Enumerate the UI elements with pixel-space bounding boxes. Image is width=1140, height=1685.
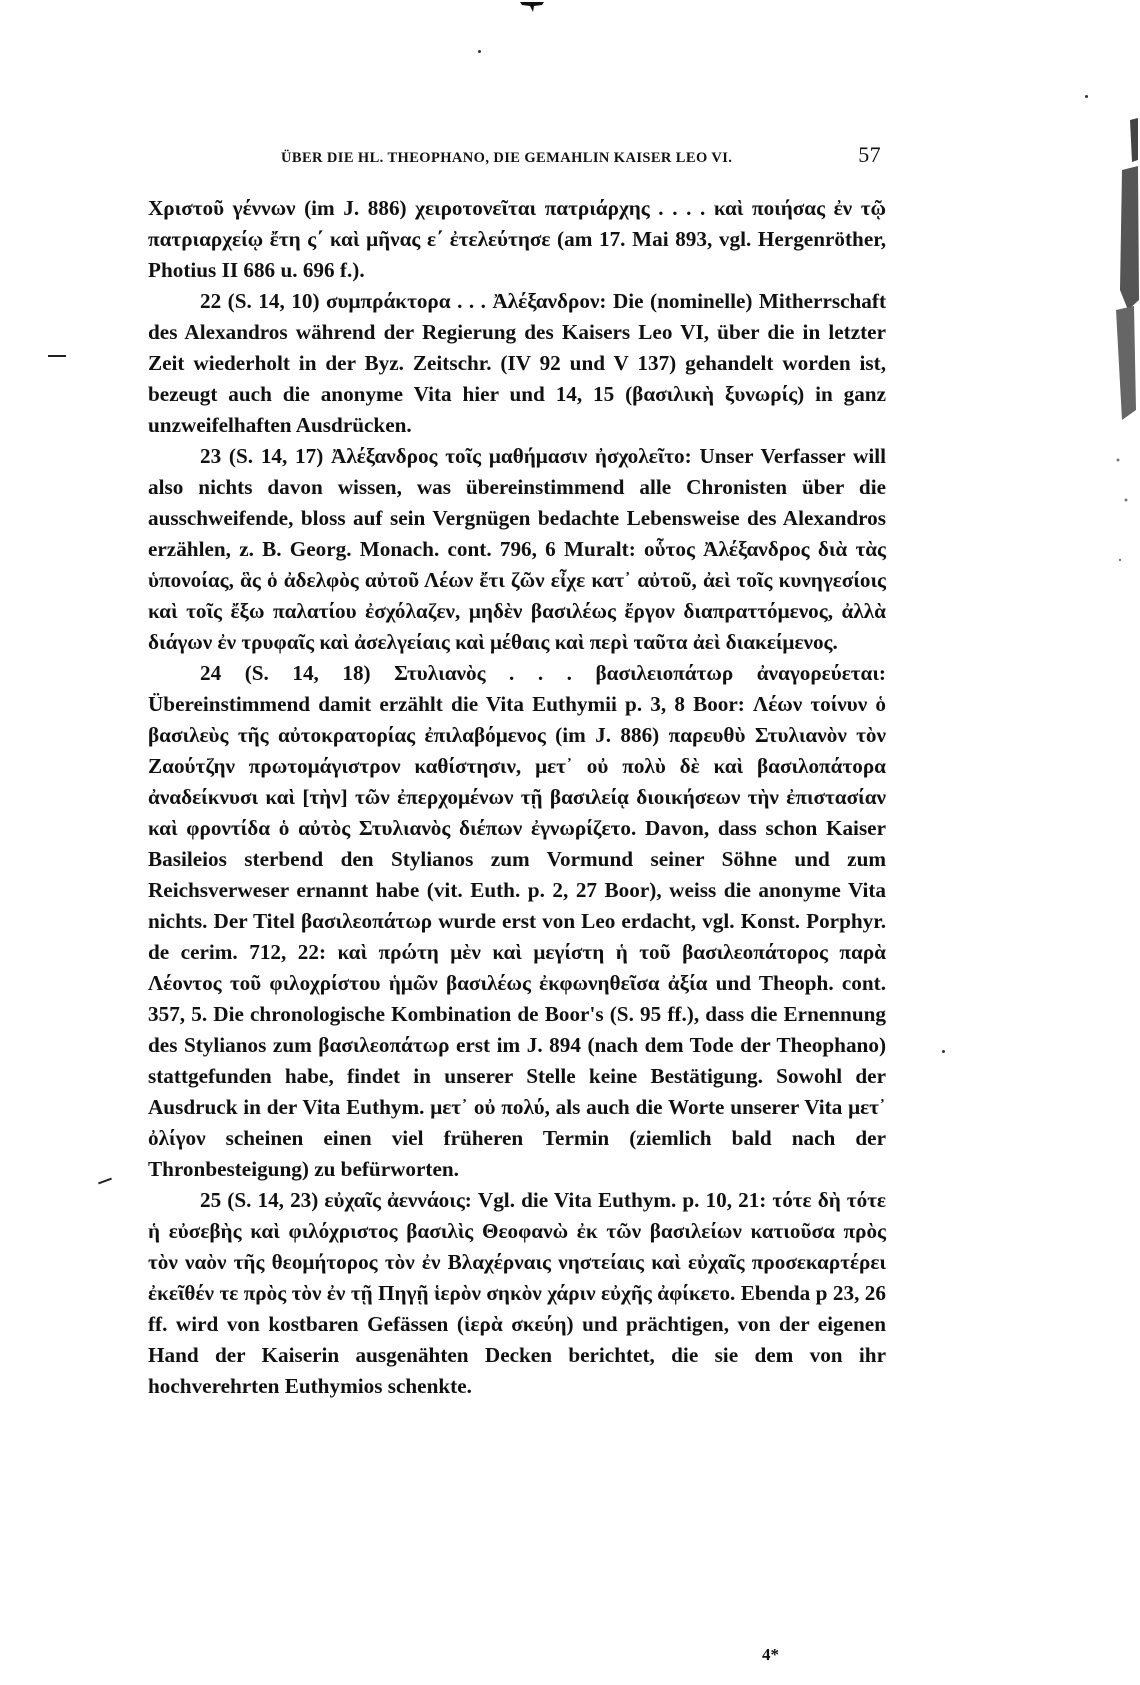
running-title: ÜBER DIE HL. THEOPHANO, DIE GEMAHLIN KAISER LEO VI. bbox=[281, 150, 733, 166]
edge-scan-noise bbox=[1108, 100, 1140, 620]
ink-blot-mark bbox=[520, 0, 546, 13]
note-23: 23 (S. 14, 17) Ἀλέξανδρος τοῖς μαθήμασιν ἠσχολεῖτο: Unser Verfasser will also nichts davon wissen, was übereinstimmend alle Chronisten über die ausschweifende, bloss auf sein Vergnügen bedachte Lebensweise des Alexandros erzählen, z. B. Georg. Monach. cont. 796, 6 Muralt: οὗτος Ἀλέξανδρος διὰ τὰς ὑπονοίας, ἃς ὁ ἀδελφὸς αὐτοῦ Λέων ἔτι ζῶν εἶχε κατ᾽ αὐτοῦ, ἀεὶ τοῖς κυνηγεσίοις καὶ τοῖς ἔξω παλατίου ἐσχόλαζεν, μηδὲν βασιλέως ἔργον διαπραττόμενος, ἀλλὰ διάγων ἐν τρυφαῖς καὶ ἀσελγείαις καὶ μέθαις καὶ περὶ ταῦτα ἀεὶ διακείμενος. bbox=[148, 444, 886, 654]
margin-speck bbox=[1085, 95, 1088, 98]
page-number: 57 bbox=[858, 142, 881, 167]
margin-speck bbox=[942, 1050, 945, 1053]
note-24: 24 (S. 14, 18) Στυλιανὸς . . . βασιλειοπάτωρ ἀναγορεύεται: Übereinstimmend damit erzählt die Vita Euthymii p. 3, 8 Boor: Λέων τοίνυν ὁ βασιλεὺς τῆς αὐτοκρατορίας ἐπιλαβόμενος (im J. 886) παρευθὺ Στυλιανὸν τὸν Ζαούτζην πρωτομάγιστρον καθίστησιν, μετ᾽ οὐ πολὺ δὲ καὶ βασιλοπάτορα ἀναδείκνυσι καὶ [τὴν] τῶν ἐπερχομένων τῇ βασιλείᾳ διοικήσεων τὴν ἐπιστασίαν καὶ φροντίδα ὁ αὐτὸς Στυλιανὸς διέπων ἐγνωρίζετο. Davon, dass schon Kaiser Basileios sterbend den Stylianos zum Vormund seiner Söhne und zum Reichsverweser ernannt habe (vit. Euth. p. 2, 27 Boor), weiss die anonyme Vita nichts. Der Titel βασιλεοπάτωρ wurde erst von Leo erdacht, vgl. Konst. Porphyr. de cerim. 712, 22: καὶ πρώτη μὲν καὶ μεγίστη ἡ τοῦ βασιλεοπάτορος παρὰ Λέοντος τοῦ φιλοχρίστου ἡμῶν βασιλέως ἐκφωνηθεῖσα ἀξία und Theoph. cont. 357, 5. Die chronologische Kombination de Boor's (S. 95 ff.), dass die Ernennung des Stylianos zum βασιλεοπάτωρ erst im J. 894 (nach dem Tode der Theophano) stattgefunden habe, findet in unserer Stelle keine Bestätigung. Sowohl der Ausdruck in der Vita Euthym. μετ᾽ οὐ πολύ, als auch die Worte unserer Vita μετ᾽ ὀλίγον scheinen einen viel früheren Termin (ziemlich bald nach der Thronbesteigung) zu befürworten. bbox=[148, 661, 886, 1181]
note-22: 22 (S. 14, 10) συμπράκτορα . . . Ἀλέξανδρον: Die (nominelle) Mitherrschaft des Alexandros während der Regierung des Kaisers Leo VI, über die in letzter Zeit wiederholt in der Byz. Zeitschr. (IV 92 und V 137) gehandelt worden ist, bezeugt auch die anonyme Vita hier und 14, 15 (βασιλικὴ ξυνωρίς) in ganz unzweifelhaften Ausdrücken. bbox=[148, 289, 886, 437]
margin-dash-left-lower bbox=[98, 1178, 112, 1185]
running-header bbox=[255, 142, 881, 178]
margin-speck bbox=[478, 50, 481, 53]
main-text bbox=[148, 193, 886, 1402]
note-25: 25 (S. 14, 23) εὐχαῖς ἀεννάοις: Vgl. die Vita Euthym. p. 10, 21: τότε δὴ τότε ἡ εὐσεβὴς καὶ φιλόχριστος βασιλὶς Θεοφανὼ ἐκ τῶν βασιλείων κατιοῦσα πρὸς τὸν ναὸν τῆς θεομήτορος τὸν ἐν Βλαχέρναις νηστείαις καὶ εὐχαῖς προσεκαρτέρει ἐκεῖθέν τε πρὸς τὸν ἐν τῇ Πηγῇ ἱερὸν σηκὸν χάριν εὐχῆς ἀφίκετο. Ebenda p 23, 26 ff. wird von kostbaren Gefässen (ἱερὰ σκεύη) und prächtigen, von der eigenen Hand der Kaiserin ausgenähten Decken berichtet, die sie dem von ihr hochverehrten Euthymios schenkte. bbox=[148, 1188, 886, 1398]
margin-dash-left bbox=[48, 355, 66, 357]
paragraph-continuation: Χριστοῦ γέννων (im J. 886) χειροτονεῖται πατριάρχης . . . . καὶ ποιήσας ἐν τῷ πατριαρχείῳ ἔτη ς΄ καὶ μῆνας ε΄ ἐτελεύτησε (am 17. Mai 893, vgl. Hergenröther, Photius II 686 u. 696 f.). bbox=[148, 196, 886, 282]
signature-mark: 4* bbox=[762, 1645, 779, 1664]
